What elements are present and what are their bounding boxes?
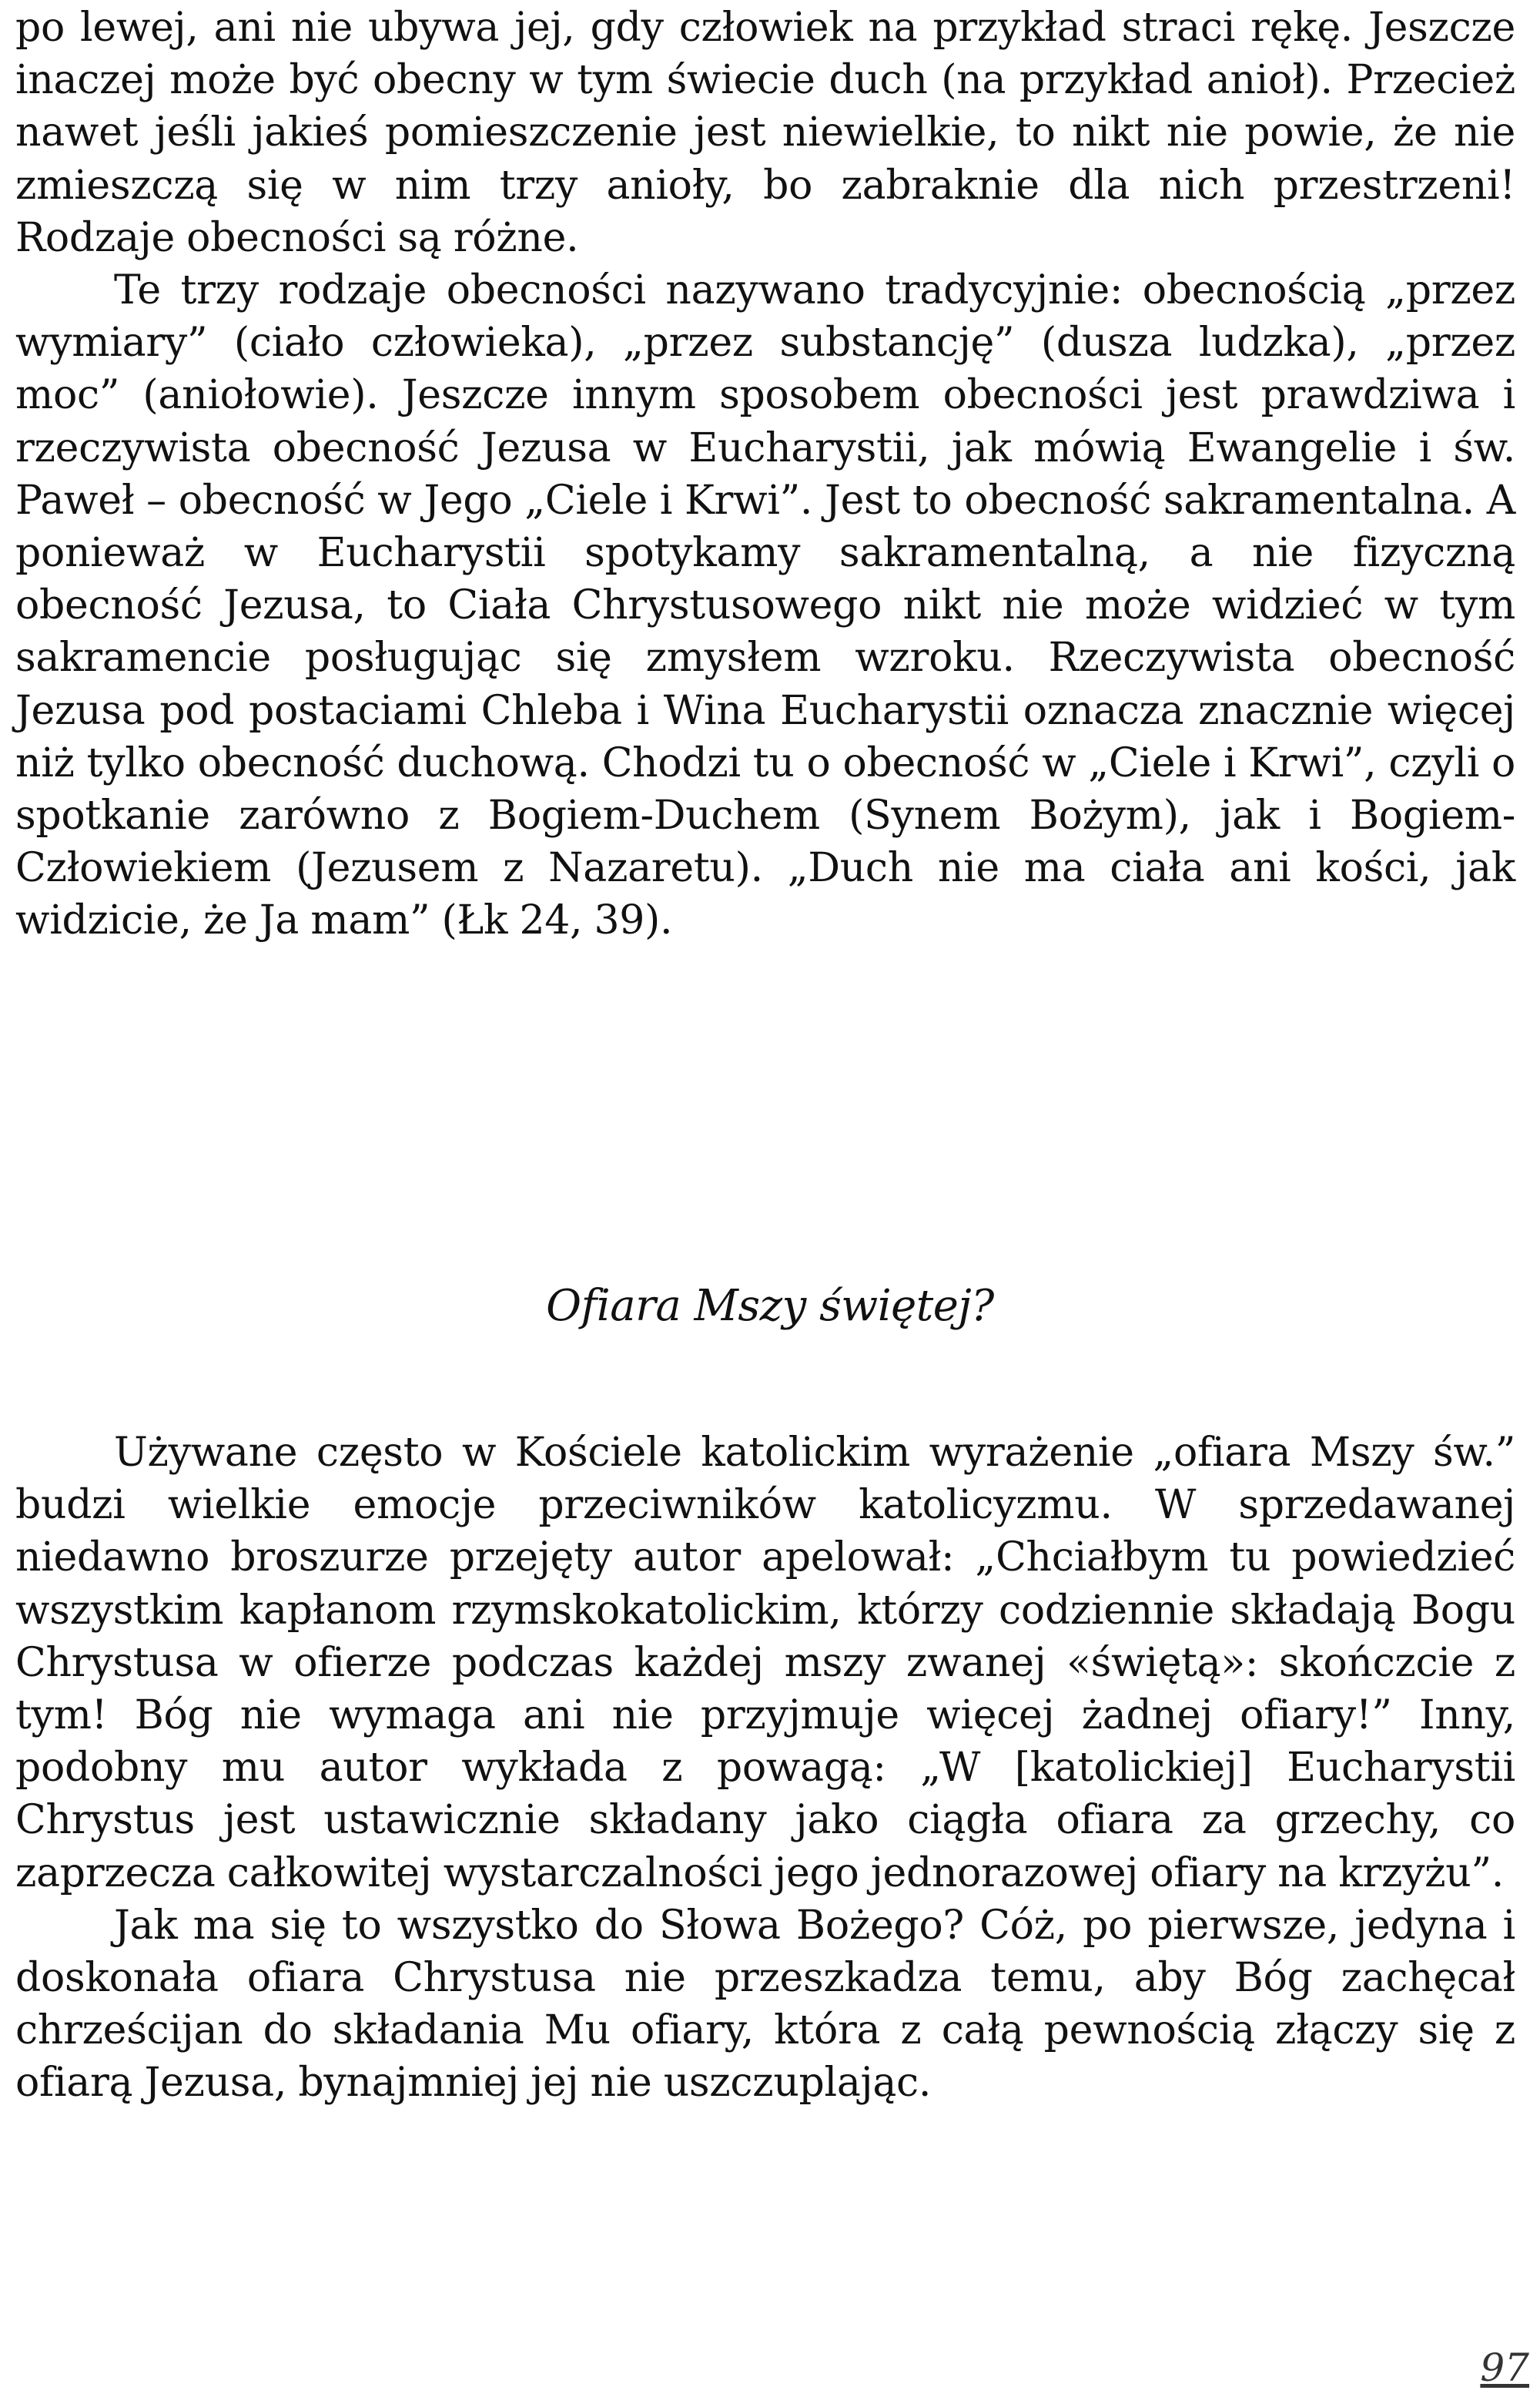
- paragraph-continuation: po lewej, ani nie ubywa jej, gdy człowiek na przykład straci rękę. Jeszcze inaczej może być obecny w tym świecie duch (na przykład anioł). Przecież nawet jeśli jakieś pomieszczenie jest niewielkie, to nikt nie powie, że nie zmieszczą się w nim trzy anioły, bo zabraknie dla nich przestrzeni! Rodzaje obecności są różne.: [15, 5, 1515, 261]
- paragraph-word-of-god: Jak ma się to wszystko do Słowa Bożego? Cóż, po pierwsze, jedyna i doskonała ofiara Chrystusa nie przeszkadza temu, aby Bóg zachęcał chrześcijan do składania Mu ofiary, która z całą pewnością złączy się z ofiarą Jezusa, bynajmniej jej nie uszczuplając.: [15, 1902, 1515, 2107]
- paragraph-presence-types: Te trzy rodzaje obecności nazywano tradycyjnie: obecnością „przez wymiary” (ciało człowieka), „przez substancję” (dusza ludzka), „przez moc” (aniołowie). Jeszcze innym sposobem obecności jest prawdziwa i rzeczywista obecność Jezusa w Eucharystii, jak mówią Ewangelie i św. Paweł – obecność w Jego „Ciele i Krwi”. Jest to obecność sakramentalna. A ponieważ w Eucharystii spotykamy sakramentalną, a nie fizyczną obecność Jezusa, to Ciała Chrystusowego nikt nie może widzieć w tym sakramencie posługując się zmysłem wzroku. Rzeczywista obecność Jezusa pod postaciami Chleba i Wina Eucharystii oznacza znacznie więcej niż tylko obecność duchową. Chodzi tu o obecność w „Ciele i Krwi”, czyli o spotkanie zarówno z Bogiem-Duchem (Synem Bożym), jak i Bogiem-Człowiekiem (Jezusem z Nazaretu). „Duch nie ma ciała ani kości, jak widzicie, że Ja mam” (Łk 24, 39).: [15, 267, 1515, 944]
- paragraph-mass-sacrifice: Używane często w Kościele katolickim wyrażenie „ofiara Mszy św.” budzi wielkie emocje przeciwników katolicyzmu. W sprzedawanej niedawno broszurze przejęty autor apelował: „Chciałbym tu powiedzieć wszystkim kapłanom rzymskokatolickim, którzy codziennie składają Bogu Chrystusa w ofierze podczas każdej mszy zwanej «świętą»: skończcie z tym! Bóg nie wymaga ani nie przyjmuje więcej żadnej ofiary!” Inny, podobny mu autor wykłada z powagą: „W [katolickiej] Eucharystii Chrystus jest ustawicznie składany jako ciągła ofiara za grzechy, co zaprzecza całkowitej wystarczalności jego jednorazowej ofiary na krzyżu”.: [15, 1430, 1515, 1896]
- page-number: 97: [1480, 2345, 1529, 2390]
- body-text-top: [15, 2, 1515, 947]
- section-heading: Ofiara Mszy świętej?: [546, 1281, 994, 1331]
- body-text-bottom: [15, 1426, 1515, 2110]
